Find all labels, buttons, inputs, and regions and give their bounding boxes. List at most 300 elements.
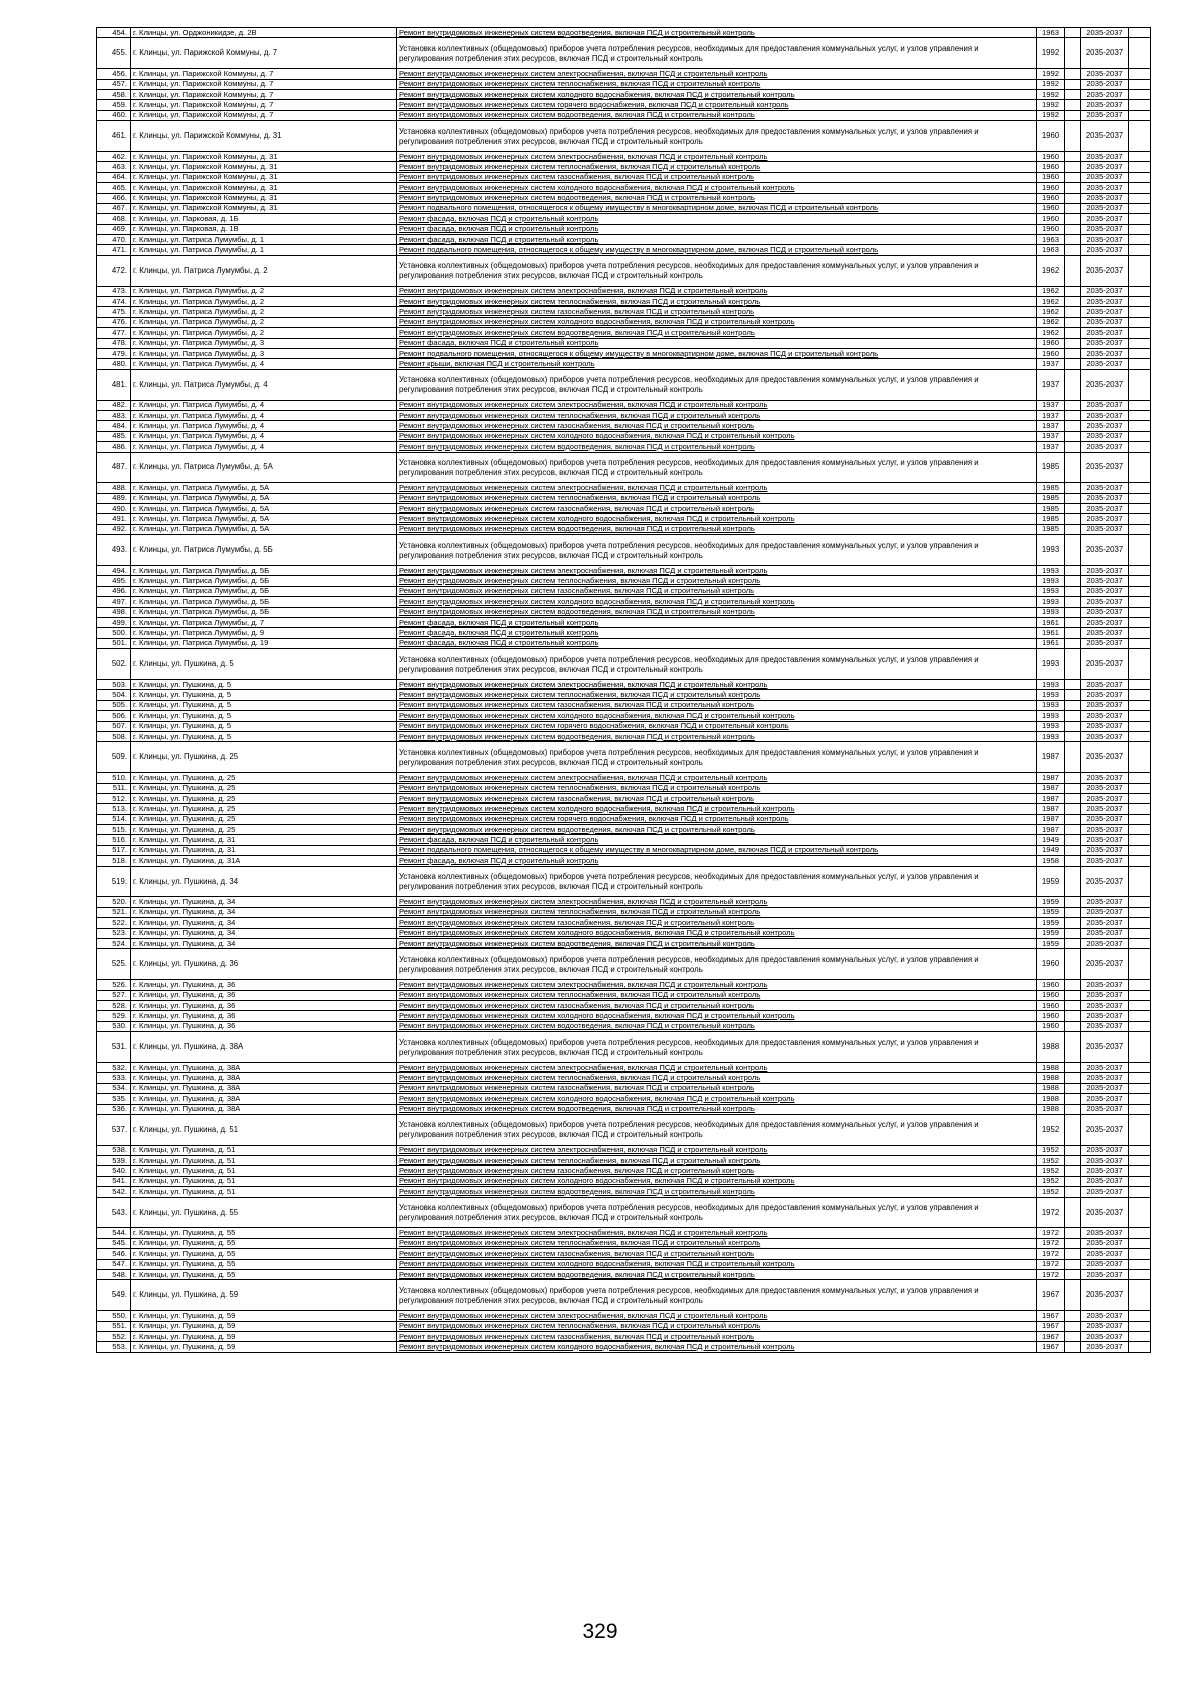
work-type-cell: Ремонт фасада, включая ПСД и строительный контроль [397,618,1037,628]
empty-cell [1129,804,1151,814]
year-cell: 1937 [1037,369,1065,400]
period-cell: 2035-2037 [1081,1032,1129,1063]
row-number-cell: 502. [97,649,131,680]
address-cell: г. Клинцы, ул. Пушкина, д. 36 [131,990,397,1000]
empty-cell [1129,1104,1151,1114]
period-cell: 2035-2037 [1081,1342,1129,1352]
row-number-cell: 537. [97,1114,131,1145]
table-row [97,1021,1151,1031]
year-cell: 1952 [1037,1114,1065,1145]
table-row [97,845,1151,855]
year-cell: 1993 [1037,649,1065,680]
empty-cell [1129,566,1151,576]
address-cell: г. Клинцы, ул. Пушкина, д. 36 [131,980,397,990]
work-type-cell: Установка коллективных (общедомовых) приборов учета потребления ресурсов, необходимых для предоставления коммунальных услуг, и узлов управления и регулирования потребления этих ресурсов, включая ПСД и строительный контроль [397,452,1037,483]
address-cell: г. Клинцы, ул. Пушкина, д. 25 [131,814,397,824]
table-row [97,1311,1151,1321]
year-cell: 1987 [1037,793,1065,803]
empty-cell [1129,793,1151,803]
period-cell: 2035-2037 [1081,121,1129,152]
period-cell: 2035-2037 [1081,410,1129,420]
work-type-cell: Ремонт внутридомовых инженерных систем холодного водоснабжения, включая ПСД и строительный контроль [397,711,1037,721]
row-number-cell: 515. [97,825,131,835]
work-type-cell: Ремонт внутридомовых инженерных систем водоотведения, включая ПСД и строительный контроль [397,328,1037,338]
work-type-cell: Ремонт внутридомовых инженерных систем газоснабжения, включая ПСД и строительный контроль [397,1331,1037,1341]
empty-cell [1065,783,1081,793]
address-cell: г. Клинцы, ул. Парижской Коммуны, д. 31 [131,172,397,182]
table-row [97,1166,1151,1176]
empty-cell [1129,918,1151,928]
address-cell: г. Клинцы, ул. Пушкина, д. 5 [131,690,397,700]
empty-cell [1129,297,1151,307]
year-cell: 1972 [1037,1249,1065,1259]
empty-cell [1129,773,1151,783]
empty-cell [1065,193,1081,203]
empty-cell [1065,1104,1081,1114]
work-type-cell: Ремонт внутридомовых инженерных систем теплоснабжения, включая ПСД и строительный контроль [397,410,1037,420]
empty-cell [1065,203,1081,213]
work-type-cell: Ремонт внутридомовых инженерных систем теплоснабжения, включая ПСД и строительный контроль [397,1073,1037,1083]
table-row [97,504,1151,514]
work-type-cell: Ремонт внутридомовых инженерных систем горячего водоснабжения, включая ПСД и строительный контроль [397,100,1037,110]
empty-cell [1065,1062,1081,1072]
year-cell: 1952 [1037,1166,1065,1176]
empty-cell [1065,866,1081,897]
address-cell: г. Клинцы, ул. Пушкина, д. 59 [131,1311,397,1321]
row-number-cell: 512. [97,793,131,803]
empty-cell [1129,493,1151,503]
empty-cell [1065,121,1081,152]
empty-cell [1065,317,1081,327]
row-number-cell: 474. [97,297,131,307]
work-type-cell: Ремонт внутридомовых инженерных систем газоснабжения, включая ПСД и строительный контроль [397,307,1037,317]
address-cell: г. Клинцы, ул. Пушкина, д. 51 [131,1145,397,1155]
row-number-cell: 513. [97,804,131,814]
row-number-cell: 480. [97,359,131,369]
work-type-cell: Ремонт крыши, включая ПСД и строительный контроль [397,359,1037,369]
address-cell: г. Клинцы, ул. Пушкина, д. 51 [131,1156,397,1166]
empty-cell [1065,214,1081,224]
work-type-cell: Ремонт внутридомовых инженерных систем водоотведения, включая ПСД и строительный контроль [397,524,1037,534]
period-cell: 2035-2037 [1081,493,1129,503]
address-cell: г. Клинцы, ул. Пушкина, д. 5 [131,679,397,689]
address-cell: г. Клинцы, ул. Пушкина, д. 51 [131,1187,397,1197]
empty-cell [1129,28,1151,38]
table-row [97,690,1151,700]
work-type-cell: Ремонт внутридомовых инженерных систем водоотведения, включая ПСД и строительный контроль [397,28,1037,38]
row-number-cell: 531. [97,1032,131,1063]
row-number-cell: 532. [97,1062,131,1072]
work-type-cell: Ремонт внутридомовых инженерных систем водоотведения, включая ПСД и строительный контроль [397,1104,1037,1114]
empty-cell [1129,1166,1151,1176]
empty-cell [1129,328,1151,338]
work-type-cell: Ремонт внутридомовых инженерных систем газоснабжения, включая ПСД и строительный контроль [397,504,1037,514]
empty-cell [1065,359,1081,369]
empty-cell [1065,421,1081,431]
address-cell: г. Клинцы, ул. Пушкина, д. 38А [131,1073,397,1083]
empty-cell [1129,245,1151,255]
row-number-cell: 552. [97,1331,131,1341]
period-cell: 2035-2037 [1081,618,1129,628]
table-row [97,452,1151,483]
table-row [97,245,1151,255]
year-cell: 1993 [1037,535,1065,566]
table-row [97,1114,1151,1145]
work-type-cell: Ремонт внутридомовых инженерных систем холодного водоснабжения, включая ПСД и строительный контроль [397,1259,1037,1269]
work-type-cell: Ремонт внутридомовых инженерных систем холодного водоснабжения, включая ПСД и строительный контроль [397,597,1037,607]
work-type-cell: Ремонт внутридомовых инженерных систем водоотведения, включая ПСД и строительный контроль [397,110,1037,120]
period-cell: 2035-2037 [1081,1000,1129,1010]
empty-cell [1065,79,1081,89]
row-number-cell: 479. [97,348,131,358]
empty-cell [1129,576,1151,586]
address-cell: г. Клинцы, ул. Пушкина, д. 55 [131,1259,397,1269]
empty-cell [1129,1321,1151,1331]
empty-cell [1129,69,1151,79]
empty-cell [1065,638,1081,648]
work-type-cell: Ремонт внутридомовых инженерных систем электроснабжения, включая ПСД и строительный контроль [397,1062,1037,1072]
address-cell: г. Клинцы, ул. Пушкина, д. 59 [131,1331,397,1341]
work-type-cell: Ремонт внутридомовых инженерных систем холодного водоснабжения, включая ПСД и строительный контроль [397,431,1037,441]
empty-cell [1129,638,1151,648]
empty-cell [1129,845,1151,855]
empty-cell [1065,151,1081,161]
work-type-cell: Ремонт внутридомовых инженерных систем горячего водоснабжения, включая ПСД и строительный контроль [397,721,1037,731]
empty-cell [1065,369,1081,400]
empty-cell [1129,1073,1151,1083]
row-number-cell: 509. [97,742,131,773]
empty-cell [1129,255,1151,286]
empty-cell [1129,151,1151,161]
year-cell: 1992 [1037,100,1065,110]
empty-cell [1065,939,1081,949]
period-cell: 2035-2037 [1081,483,1129,493]
empty-cell [1065,897,1081,907]
empty-cell [1129,1342,1151,1352]
period-cell: 2035-2037 [1081,597,1129,607]
period-cell: 2035-2037 [1081,38,1129,69]
empty-cell [1129,856,1151,866]
address-cell: г. Клинцы, ул. Пушкина, д. 51 [131,1114,397,1145]
table-row [97,1228,1151,1238]
year-cell: 1987 [1037,742,1065,773]
work-type-cell: Ремонт внутридомовых инженерных систем газоснабжения, включая ПСД и строительный контроль [397,918,1037,928]
work-type-cell: Ремонт внутридомовых инженерных систем электроснабжения, включая ПСД и строительный контроль [397,400,1037,410]
table-row [97,1176,1151,1186]
row-number-cell: 473. [97,286,131,296]
empty-cell [1065,949,1081,980]
period-cell: 2035-2037 [1081,235,1129,245]
empty-cell [1065,224,1081,234]
period-cell: 2035-2037 [1081,638,1129,648]
row-number-cell: 456. [97,69,131,79]
empty-cell [1129,224,1151,234]
year-cell: 1960 [1037,183,1065,193]
work-type-cell: Ремонт фасада, включая ПСД и строительный контроль [397,224,1037,234]
work-type-cell: Установка коллективных (общедомовых) приборов учета потребления ресурсов, необходимых для предоставления коммунальных услуг, и узлов управления и регулирования потребления этих ресурсов, включая ПСД и строительный контроль [397,38,1037,69]
address-cell: г. Клинцы, ул. Пушкина, д. 36 [131,1000,397,1010]
table-row [97,700,1151,710]
period-cell: 2035-2037 [1081,980,1129,990]
year-cell: 1962 [1037,307,1065,317]
work-type-cell: Ремонт внутридомовых инженерных систем теплоснабжения, включая ПСД и строительный контроль [397,907,1037,917]
table-row [97,1104,1151,1114]
year-cell: 1962 [1037,328,1065,338]
address-cell: г. Клинцы, ул. Пушкина, д. 59 [131,1342,397,1352]
year-cell: 1988 [1037,1083,1065,1093]
work-type-cell: Ремонт фасада, включая ПСД и строительный контроль [397,638,1037,648]
work-type-cell: Ремонт внутридомовых инженерных систем электроснабжения, включая ПСД и строительный контроль [397,1228,1037,1238]
year-cell: 1985 [1037,452,1065,483]
empty-cell [1129,1311,1151,1321]
period-cell: 2035-2037 [1081,100,1129,110]
table-row [97,679,1151,689]
empty-cell [1129,980,1151,990]
table-row [97,939,1151,949]
address-cell: г. Клинцы, ул. Пушкина, д. 34 [131,918,397,928]
address-cell: г. Клинцы, ул. Пушкина, д. 25 [131,793,397,803]
work-type-cell: Ремонт внутридомовых инженерных систем электроснабжения, включая ПСД и строительный контроль [397,151,1037,161]
year-cell: 1960 [1037,193,1065,203]
year-cell: 1960 [1037,990,1065,1000]
work-type-cell: Ремонт фасада, включая ПСД и строительный контроль [397,628,1037,638]
address-cell: г. Клинцы, ул. Пушкина, д. 5 [131,700,397,710]
table-row [97,1145,1151,1155]
empty-cell [1065,286,1081,296]
address-cell: г. Клинцы, ул. Пушкина, д. 5 [131,649,397,680]
year-cell: 1960 [1037,203,1065,213]
address-cell: г. Клинцы, ул. Парковая, д. 1В [131,224,397,234]
period-cell: 2035-2037 [1081,773,1129,783]
address-cell: г. Клинцы, ул. Парижской Коммуны, д. 31 [131,151,397,161]
work-type-cell: Ремонт внутридомовых инженерных систем газоснабжения, включая ПСД и строительный контроль [397,1166,1037,1176]
year-cell: 1962 [1037,317,1065,327]
table-row [97,1000,1151,1010]
address-cell: г. Клинцы, ул. Патриса Лумумбы, д. 5А [131,524,397,534]
year-cell: 1961 [1037,618,1065,628]
empty-cell [1129,783,1151,793]
period-cell: 2035-2037 [1081,1094,1129,1104]
period-cell: 2035-2037 [1081,452,1129,483]
row-number-cell: 488. [97,483,131,493]
table-row [97,514,1151,524]
address-cell: г. Клинцы, ул. Пушкина, д. 5 [131,711,397,721]
period-cell: 2035-2037 [1081,1249,1129,1259]
empty-cell [1129,504,1151,514]
period-cell: 2035-2037 [1081,856,1129,866]
period-cell: 2035-2037 [1081,535,1129,566]
row-number-cell: 514. [97,814,131,824]
year-cell: 1993 [1037,679,1065,689]
work-type-cell: Ремонт внутридомовых инженерных систем электроснабжения, включая ПСД и строительный контроль [397,1311,1037,1321]
period-cell: 2035-2037 [1081,193,1129,203]
empty-cell [1065,514,1081,524]
work-type-cell: Ремонт внутридомовых инженерных систем теплоснабжения, включая ПСД и строительный контроль [397,79,1037,89]
row-number-cell: 528. [97,1000,131,1010]
empty-cell [1129,400,1151,410]
address-cell: г. Клинцы, ул. Патриса Лумумбы, д. 5А [131,483,397,493]
empty-cell [1129,586,1151,596]
table-row [97,79,1151,89]
empty-cell [1129,452,1151,483]
empty-cell [1065,89,1081,99]
table-row [97,949,1151,980]
work-type-cell: Ремонт внутридомовых инженерных систем холодного водоснабжения, включая ПСД и строительный контроль [397,804,1037,814]
period-cell: 2035-2037 [1081,721,1129,731]
empty-cell [1129,89,1151,99]
row-number-cell: 489. [97,493,131,503]
row-number-cell: 477. [97,328,131,338]
work-type-cell: Установка коллективных (общедомовых) приборов учета потребления ресурсов, необходимых для предоставления коммунальных услуг, и узлов управления и регулирования потребления этих ресурсов, включая ПСД и строительный контроль [397,649,1037,680]
empty-cell [1065,307,1081,317]
empty-cell [1129,1238,1151,1248]
row-number-cell: 507. [97,721,131,731]
period-cell: 2035-2037 [1081,700,1129,710]
row-number-cell: 478. [97,338,131,348]
empty-cell [1065,576,1081,586]
year-cell: 1961 [1037,638,1065,648]
table-row [97,110,1151,120]
year-cell: 1988 [1037,1032,1065,1063]
row-number-cell: 463. [97,162,131,172]
row-number-cell: 540. [97,1166,131,1176]
period-cell: 2035-2037 [1081,442,1129,452]
period-cell: 2035-2037 [1081,431,1129,441]
table-row [97,317,1151,327]
empty-cell [1129,731,1151,741]
empty-cell [1065,804,1081,814]
row-number-cell: 483. [97,410,131,420]
address-cell: г. Клинцы, ул. Пушкина, д. 5 [131,731,397,741]
table-row [97,1331,1151,1341]
empty-cell [1065,607,1081,617]
work-type-cell: Ремонт внутридомовых инженерных систем электроснабжения, включая ПСД и строительный контроль [397,897,1037,907]
address-cell: г. Клинцы, ул. Пушкина, д. 25 [131,742,397,773]
work-type-cell: Установка коллективных (общедомовых) приборов учета потребления ресурсов, необходимых для предоставления коммунальных услуг, и узлов управления и регулирования потребления этих ресурсов, включая ПСД и строительный контроль [397,1280,1037,1311]
year-cell: 1985 [1037,493,1065,503]
period-cell: 2035-2037 [1081,1156,1129,1166]
period-cell: 2035-2037 [1081,939,1129,949]
row-number-cell: 516. [97,835,131,845]
period-cell: 2035-2037 [1081,1197,1129,1228]
table-row [97,607,1151,617]
row-number-cell: 460. [97,110,131,120]
year-cell: 1960 [1037,1000,1065,1010]
period-cell: 2035-2037 [1081,369,1129,400]
table-row [97,359,1151,369]
table-row [97,1280,1151,1311]
work-type-cell: Ремонт фасада, включая ПСД и строительный контроль [397,214,1037,224]
address-cell: г. Клинцы, ул. Патриса Лумумбы, д. 5Б [131,586,397,596]
empty-cell [1065,100,1081,110]
work-type-cell: Ремонт внутридомовых инженерных систем водоотведения, включая ПСД и строительный контроль [397,607,1037,617]
empty-cell [1129,1176,1151,1186]
year-cell: 1987 [1037,814,1065,824]
period-cell: 2035-2037 [1081,804,1129,814]
period-cell: 2035-2037 [1081,1280,1129,1311]
row-number-cell: 521. [97,907,131,917]
work-type-cell: Ремонт фасада, включая ПСД и строительный контроль [397,856,1037,866]
row-number-cell: 491. [97,514,131,524]
row-number-cell: 464. [97,172,131,182]
address-cell: г. Клинцы, ул. Пушкина, д. 38А [131,1094,397,1104]
address-cell: г. Клинцы, ул. Парковая, д. 1Б [131,214,397,224]
table-row [97,493,1151,503]
table-row [97,804,1151,814]
empty-cell [1129,1270,1151,1280]
empty-cell [1129,990,1151,1000]
empty-cell [1065,711,1081,721]
empty-cell [1129,38,1151,69]
address-cell: г. Клинцы, ул. Патриса Лумумбы, д. 2 [131,286,397,296]
empty-cell [1129,203,1151,213]
table-row [97,897,1151,907]
address-cell: г. Клинцы, ул. Патриса Лумумбы, д. 3 [131,338,397,348]
row-number-cell: 511. [97,783,131,793]
empty-cell [1065,1114,1081,1145]
table-row [97,814,1151,824]
address-cell: г. Клинцы, ул. Парижской Коммуны, д. 7 [131,89,397,99]
period-cell: 2035-2037 [1081,1176,1129,1186]
empty-cell [1129,483,1151,493]
row-number-cell: 490. [97,504,131,514]
period-cell: 2035-2037 [1081,514,1129,524]
period-cell: 2035-2037 [1081,1062,1129,1072]
row-number-cell: 541. [97,1176,131,1186]
row-number-cell: 484. [97,421,131,431]
row-number-cell: 459. [97,100,131,110]
year-cell: 1937 [1037,359,1065,369]
year-cell: 1962 [1037,286,1065,296]
row-number-cell: 530. [97,1021,131,1031]
work-type-cell: Ремонт внутридомовых инженерных систем теплоснабжения, включая ПСД и строительный контроль [397,783,1037,793]
work-type-cell: Ремонт подвального помещения, относящегося к общему имуществу в многоквартирном доме, включая ПСД и строительный контроль [397,348,1037,358]
empty-cell [1065,1342,1081,1352]
empty-cell [1129,814,1151,824]
work-type-cell: Ремонт внутридомовых инженерных систем теплоснабжения, включая ПСД и строительный контроль [397,990,1037,1000]
empty-cell [1129,110,1151,120]
year-cell: 1959 [1037,907,1065,917]
period-cell: 2035-2037 [1081,110,1129,120]
address-cell: г. Клинцы, ул. Пушкина, д. 38А [131,1104,397,1114]
year-cell: 1952 [1037,1187,1065,1197]
address-cell: г. Клинцы, ул. Парижской Коммуны, д. 7 [131,110,397,120]
address-cell: г. Клинцы, ул. Парижской Коммуны, д. 7 [131,38,397,69]
row-number-cell: 517. [97,845,131,855]
empty-cell [1065,1187,1081,1197]
year-cell: 1960 [1037,162,1065,172]
period-cell: 2035-2037 [1081,949,1129,980]
empty-cell [1065,597,1081,607]
work-type-cell: Ремонт внутридомовых инженерных систем теплоснабжения, включая ПСД и строительный контроль [397,1321,1037,1331]
address-cell: г. Клинцы, ул. Пушкина, д. 36 [131,1021,397,1031]
work-type-cell: Ремонт внутридомовых инженерных систем газоснабжения, включая ПСД и строительный контроль [397,1249,1037,1259]
address-cell: г. Клинцы, ул. Парижской Коммуны, д. 31 [131,183,397,193]
table-row [97,638,1151,648]
table-row [97,576,1151,586]
table-row [97,1249,1151,1259]
empty-cell [1129,742,1151,773]
empty-cell [1129,907,1151,917]
year-cell: 1993 [1037,721,1065,731]
period-cell: 2035-2037 [1081,1011,1129,1021]
table-row [97,1094,1151,1104]
works-table [96,27,1151,1353]
address-cell: г. Клинцы, ул. Патриса Лумумбы, д. 7 [131,618,397,628]
table-row [97,431,1151,441]
row-number-cell: 466. [97,193,131,203]
empty-cell [1065,1032,1081,1063]
